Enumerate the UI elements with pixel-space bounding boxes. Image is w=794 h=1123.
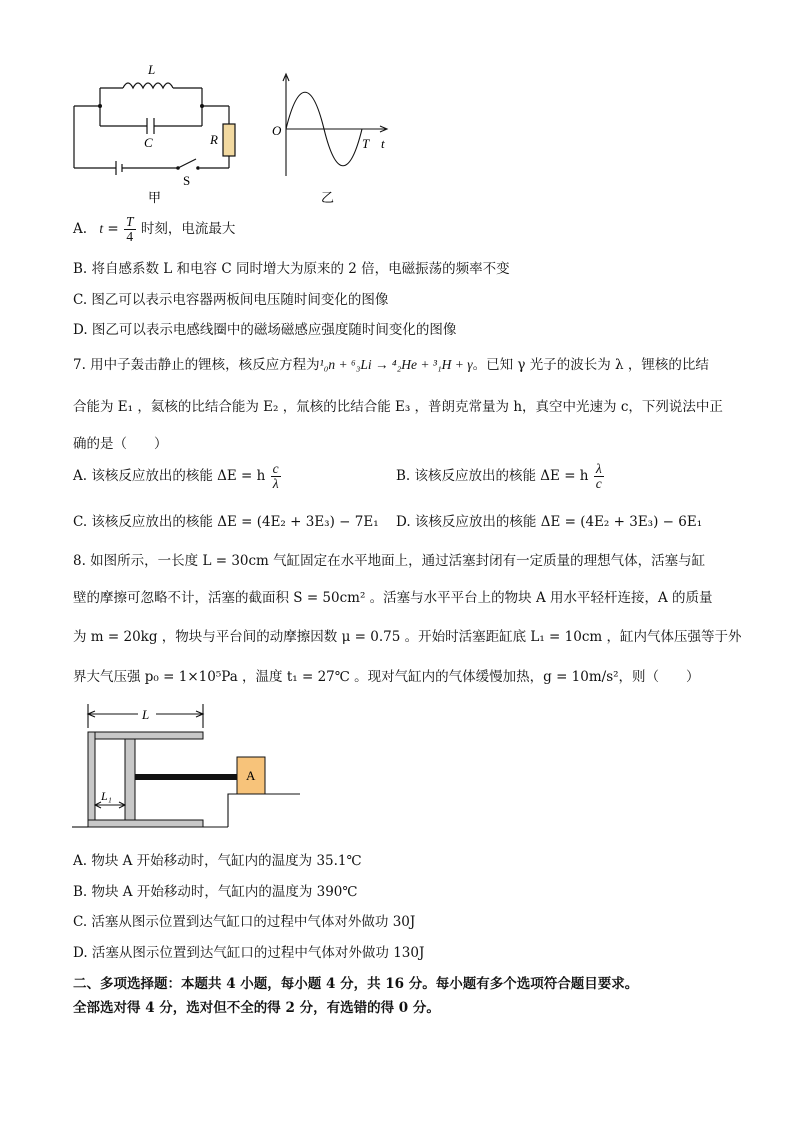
- q8-option-c: C. 活塞从图示位置到达气缸口的过程中气体对外做功 30J: [73, 914, 416, 930]
- time-axis-label: t: [381, 136, 385, 151]
- fraction-T-over-4: $\frac{T}{4}$: [126, 214, 134, 244]
- label-R: R: [210, 132, 218, 147]
- q8-option-d: D. 活塞从图示位置到达气缸口的过程中气体对外做功 130J: [73, 945, 425, 961]
- q7-stem-line3: 确的是（ ）: [73, 436, 168, 452]
- q6-option-d: D. 图乙可以表示电感线圈中的磁场磁感应强度随时间变化的图像: [73, 322, 457, 338]
- fraction-lambda-over-c: $\frac{\lambda}{c}$: [595, 461, 602, 491]
- length-L1-label: L₁: [101, 789, 112, 803]
- section-2-heading-line2: 全部选对得 4 分，选对但不全的得 2 分，有选错的得 0 分。: [73, 1000, 440, 1016]
- period-label: T: [362, 136, 370, 151]
- block-A-label: A: [246, 768, 256, 783]
- q6-option-a: A. t = $\frac{T}{4}$ 时刻，电流最大: [73, 214, 236, 244]
- q8-stem-line3: 为 m = 20kg ，物块与平台间的动摩擦因数 μ = 0.75 。开始时活塞距缸底 L₁ = 10cm ，缸内气体压强等于外: [73, 629, 742, 645]
- q8-stem-line4: 界大气压强 p₀ = 1×10⁵Pa ，温度 t₁ = 27℃ 。现对气缸内的气体缓慢加热，g = 10m/s²，则（ ）: [73, 669, 700, 685]
- origin-label: O: [272, 123, 282, 138]
- fraction-c-over-lambda: $\frac{c}{\lambda}$: [272, 461, 279, 491]
- q7-option-a: A. 该核反应放出的核能 ΔE = h $\frac{c}{\lambda}$: [73, 461, 279, 491]
- length-L-label: L: [142, 707, 150, 722]
- section-2-heading-line1: 二、多项选择题：本题共 4 小题，每小题 4 分，共 16 分。每小题有多个选项符合题目要求。: [73, 976, 639, 992]
- q7-stem-line1: 7. 用中子轰击静止的锂核，核反应方程为¹₀n + ⁶₃Li → ⁴₂He + ³₁H + γ。已知 γ 光子的波长为 λ ，锂核的比结: [73, 357, 709, 373]
- q8-option-a: A. 物块 A 开始移动时，气缸内的温度为 35.1℃: [73, 853, 362, 869]
- q8-stem-line2: 壁的摩擦可忽略不计，活塞的截面积 S = 50cm² 。活塞与水平平台上的物块 A 用水平轻杆连接，A 的质量: [73, 590, 713, 606]
- q7-option-b: B. 该核反应放出的核能 ΔE = h $\frac{\lambda}{c}$: [396, 461, 602, 491]
- caption-jia: 甲: [148, 190, 162, 205]
- label-S: S: [183, 173, 191, 188]
- q7-option-d: D. 该核反应放出的核能 ΔE = (4E₂ + 3E₃) − 6E₁: [396, 514, 703, 530]
- label-L: L: [148, 62, 156, 77]
- label-C: C: [144, 135, 153, 150]
- q7-stem-line2: 合能为 E₁ ，氦核的比结合能为 E₂ ，氚核的比结合能 E₃ ，普朗克常量为 h，真空中光速为 c，下列说法中正: [73, 399, 723, 415]
- q8-stem-line1: 8. 如图所示，一长度 L = 30cm 气缸固定在水平地面上，通过活塞封闭有一定质量的理想气体，活塞与缸: [73, 553, 706, 569]
- q7-option-c: C. 该核反应放出的核能 ΔE = (4E₂ + 3E₃) − 7E₁: [73, 514, 379, 530]
- cylinder-figure: [68, 700, 308, 835]
- q6-option-b: B. 将自感系数 L 和电容 C 同时增大为原来的 2 倍，电磁振荡的频率不变: [73, 261, 510, 277]
- caption-yi: 乙: [321, 190, 335, 205]
- lc-circuit-figure: [68, 58, 248, 208]
- nuclear-equation: ¹₀n + ⁶₃Li → ⁴₂He + ³₁H + γ: [319, 357, 473, 372]
- q8-option-b: B. 物块 A 开始移动时，气缸内的温度为 390℃: [73, 884, 358, 900]
- q6-option-c: C. 图乙可以表示电容器两板间电压随时间变化的图像: [73, 292, 389, 308]
- sine-wave-figure: [268, 70, 398, 208]
